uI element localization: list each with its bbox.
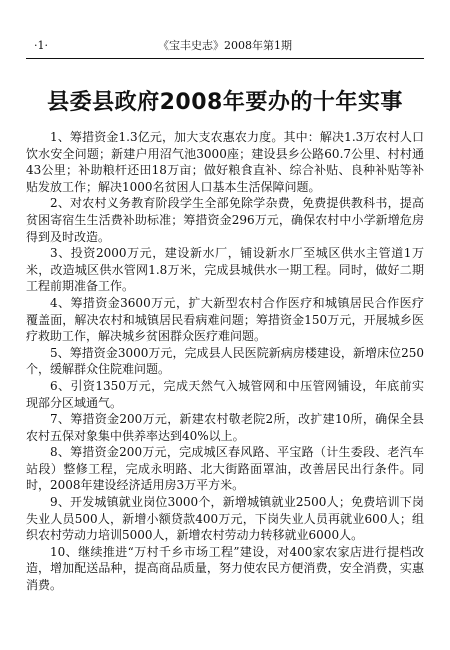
paragraph-4: 4、筹措资金3600万元，扩大新型农村合作医疗和城镇居民合作医疗覆盖面，解决农村和城镇居民看病难问题；筹措资金150万元，开展城乡医疗救助工作，解决城乡贫困群众医疗难问题。 — [26, 295, 424, 344]
article-title: 县委县政府2008年要办的十年实事 — [47, 90, 403, 115]
paragraph-5: 5、筹措资金3000万元，完成县人民医院新病房楼建设，新增床位250个，缓解群众住院难问题。 — [26, 345, 424, 377]
page-header — [26, 38, 424, 54]
paragraph-1: 1、筹措资金1.3亿元，加大支农惠农力度。其中：解决1.3万农村人口饮水安全问题；新建户用沼气池3000座；建设县乡公路60.7公里、村村通43公里；补助粮杆还田18万亩；做好粮食直补、综合补贴、良种补贴等补贴发放工作；解决1000名贫困人口基本生活保障问题。 — [26, 130, 424, 194]
page-number: ·1· — [34, 39, 48, 52]
paragraph-9: 9、开发城镇就业岗位3000个，新增城镇就业2500人；免费培训下岗失业人员500人，新增小额贷款400万元，下岗失业人员再就业600人；组织农村劳动力培训5000人，新增农村劳动力转移就业6000人。 — [26, 495, 424, 543]
paragraph-3: 3、投资2000万元，建设新水厂，铺设新水厂至城区供水主管道1万米，改造城区供水管网1.8万米，完成县城供水一期工程。同时，做好二期工程前期准备工作。 — [26, 246, 424, 294]
article-body — [26, 129, 424, 594]
paragraph-7: 7、筹措资金200万元，新建农村敬老院2所，改扩建10所，确保全县农村五保对象集中供养率达到40%以上。 — [26, 412, 424, 443]
header-rule — [26, 58, 424, 59]
paragraph-8: 8、筹措资金200万元，完成城区春风路、平宝路（计生委段、老汽车站段）整修工程，完成永明路、北大街路面罩油，改善居民出行条件。同时，2008年建设经济适用房3万平方米。 — [26, 445, 424, 493]
paragraph-2: 2、对农村义务教育阶段学生全部免除学杂费，免费提供教科书，提高贫困寄宿生生活费补助标准；筹措资金296万元，确保农村中小学新增危房得到及时改造。 — [26, 196, 424, 244]
paragraph-10: 10、继续推进“万村千乡市场工程”建设，对400家农家店进行提档改造，增加配送品种，提高商品质量，努力使农民方便消费，安全消费，实惠消费。 — [26, 544, 424, 593]
paragraph-6: 6、引资1350万元，完成天然气入城管网和中压管网铺设，年底前实现部分区域通气。 — [26, 378, 424, 410]
running-title: 《宝丰史志》2008年第1期 — [158, 39, 292, 52]
